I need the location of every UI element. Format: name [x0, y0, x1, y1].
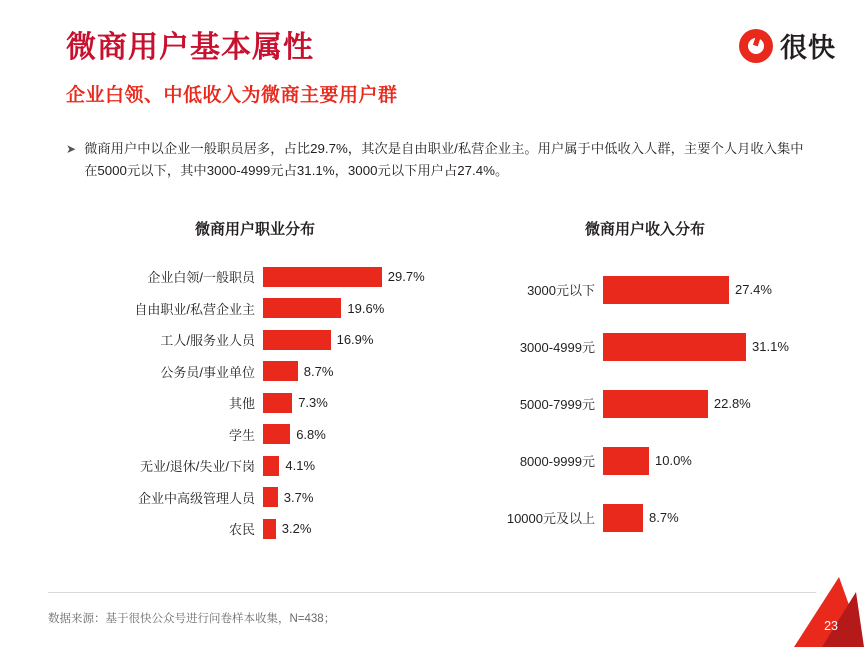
bar-wrap — [263, 424, 455, 444]
value-label: 8.7% — [303, 363, 334, 379]
chart-rows — [460, 261, 830, 546]
chart-row — [55, 513, 455, 545]
value-label: 6.8% — [296, 426, 326, 442]
chart-row — [460, 261, 830, 318]
value-label: 22.8% — [713, 396, 751, 411]
value-label: 29.7% — [387, 269, 425, 285]
bar-wrap — [263, 361, 455, 381]
category-label: 工人/服务业人员 — [160, 333, 255, 349]
page-number: 23 — [824, 619, 838, 633]
chart-row — [55, 482, 455, 514]
value-label: 7.3% — [298, 395, 328, 411]
bar — [263, 519, 276, 539]
bullet-text: 微商用户中以企业一般职员居多，占比29.7%，其次是自由职业/私营企业主。用户属于中低收入人群，主要个人月收入集中在5000元以下，其中3000-4999元占31.1%，3000元以下用户占27.4%。 — [84, 141, 804, 178]
bar-wrap — [263, 456, 455, 476]
bar-wrap — [263, 519, 455, 539]
bar — [603, 447, 649, 475]
category-label: 自由职业/私营企业主 — [134, 301, 255, 317]
chart-title: 微商用户职业分布 — [194, 221, 315, 238]
category-label: 3000-4999元 — [519, 340, 595, 355]
category-label: 无业/退休/失业/下岗 — [140, 459, 255, 475]
bar — [263, 393, 292, 413]
bar-wrap — [263, 330, 455, 350]
category-label: 5000-7999元 — [519, 397, 595, 412]
bar — [263, 361, 298, 381]
value-label: 27.4% — [735, 282, 772, 297]
bar-wrap — [603, 504, 830, 532]
category-label: 其他 — [228, 396, 255, 412]
corner-decoration — [744, 537, 864, 647]
category-label: 8000-9999元 — [519, 454, 595, 469]
bar — [603, 390, 708, 418]
footer-divider — [48, 592, 816, 593]
bar — [263, 456, 279, 476]
value-label: 3.7% — [283, 489, 314, 505]
bar-wrap — [603, 333, 830, 361]
category-label: 学生 — [228, 427, 255, 443]
bar — [263, 267, 382, 287]
bar-wrap — [263, 487, 455, 507]
category-label: 公务员/事业单位 — [160, 364, 255, 380]
occupation-chart — [55, 218, 455, 545]
bar-wrap — [603, 390, 830, 418]
bar — [603, 333, 746, 361]
chart-row — [55, 261, 455, 293]
data-source: 数据来源：基于很快公众号进行问卷样本收集，N=438； — [48, 613, 336, 625]
chart-row — [55, 387, 455, 419]
brand-logo — [739, 26, 836, 65]
arrow-bullet-icon: ➤ — [66, 142, 77, 156]
category-label: 企业白领/一般职员 — [147, 270, 255, 286]
bar — [603, 504, 643, 532]
chart-row — [55, 293, 455, 325]
chart-row — [460, 432, 830, 489]
category-label: 3000元以下 — [527, 283, 595, 298]
value-label: 19.6% — [347, 300, 385, 316]
value-label: 31.1% — [752, 339, 789, 354]
page-title: 微商用户基本属性 — [66, 31, 314, 64]
value-label: 8.7% — [649, 510, 679, 525]
bar — [263, 330, 331, 350]
value-label: 10.0% — [655, 453, 692, 468]
bar-wrap — [603, 447, 830, 475]
income-chart — [460, 218, 830, 546]
category-label: 10000元及以上 — [506, 511, 595, 526]
bar — [263, 424, 290, 444]
bar-wrap — [263, 267, 455, 287]
circle-logo-icon — [739, 29, 773, 63]
value-label: 3.2% — [281, 521, 312, 537]
chart-row — [460, 318, 830, 375]
bar-wrap — [263, 298, 455, 318]
chart-row — [55, 356, 455, 388]
value-label: 16.9% — [336, 332, 374, 348]
chart-row — [55, 450, 455, 482]
chart-row — [55, 419, 455, 451]
bullet-paragraph — [66, 138, 806, 182]
category-label: 企业中高级管理人员 — [137, 490, 255, 506]
brand-name: 很快 — [780, 33, 836, 63]
category-label: 农民 — [228, 522, 255, 538]
bar — [603, 276, 729, 304]
chart-row — [55, 324, 455, 356]
bar-wrap — [603, 276, 830, 304]
bar — [263, 298, 341, 318]
value-label: 4.1% — [285, 458, 316, 474]
chart-row — [460, 375, 830, 432]
chart-title: 微商用户收入分布 — [584, 221, 705, 238]
page-subtitle: 企业白领、中低收入为微商主要用户群 — [66, 85, 398, 106]
bar-wrap — [263, 393, 455, 413]
chart-rows — [55, 261, 455, 545]
bar — [263, 487, 278, 507]
